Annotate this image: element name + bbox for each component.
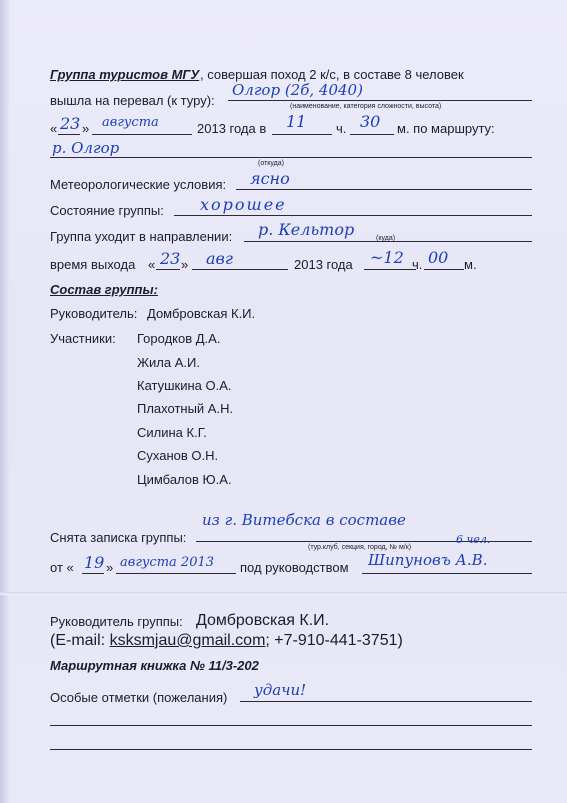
group-label: Группа туристов МГУ [50, 67, 200, 82]
arrival-month: августа [102, 115, 159, 130]
direction-value: р. Кельтор [258, 220, 355, 239]
footer-leader-label: Руководитель группы: [50, 614, 183, 629]
removal-close-quote: » [106, 560, 114, 575]
weather-label: Метеорологические условия: [50, 177, 227, 192]
member-item: Силина К.Г. [137, 425, 207, 440]
weather-line [236, 189, 532, 190]
removal-lead-label: под руководством [240, 560, 349, 575]
departure-minute: 00 [428, 248, 449, 267]
arrival-year-label: 2013 года в [197, 121, 267, 136]
phone-number: ; +7-910-441-3751) [265, 632, 403, 649]
arrival-month-line [92, 134, 192, 135]
pass-caption: (наименование, категория сложности, высота) [290, 103, 442, 110]
email-prefix: (E-mail: [50, 632, 110, 649]
member-item: Суханов О.Н. [137, 448, 219, 463]
state-value: хорошее [200, 195, 287, 214]
removal-lead-line [362, 573, 532, 574]
removal-month: августа 2013 [120, 555, 215, 570]
departure-hour-line [364, 269, 416, 270]
direction-caption: (куда) [376, 235, 396, 242]
departure-year-label: 2013 года [294, 257, 353, 272]
direction-label: Группа уходит в направлении: [50, 229, 233, 244]
state-label: Состояние группы: [50, 203, 164, 218]
departure-label: время выхода [50, 257, 136, 272]
departure-hour-label: ч. [412, 257, 423, 272]
notes-value: удачи! [254, 681, 307, 699]
pass-value: Олгор (2б, 4040) [232, 81, 363, 99]
members-label: Участники: [50, 331, 116, 346]
footer-leader-name: Домбровская К.И. [196, 612, 330, 629]
removal-from-label: от « [50, 560, 74, 575]
arrival-minute-line [350, 134, 394, 135]
removal-lead-value: Шипуновъ А.В. [368, 551, 488, 569]
member-item: Жила А.И. [137, 355, 200, 370]
arrival-hour-line [272, 134, 332, 135]
departure-minute-label: м. [464, 257, 477, 272]
member-item: Городков Д.А. [137, 331, 221, 346]
from-line [50, 157, 532, 158]
member-item: Катушкина О.А. [137, 378, 232, 393]
arrival-hour-label: ч. [336, 121, 347, 136]
removal-day: 19 [84, 553, 105, 572]
paper-edge [0, 0, 10, 803]
from-value: р. Олгор [52, 139, 120, 157]
departure-minute-line [424, 269, 464, 270]
dep-open-quote: « [148, 257, 156, 272]
footer-contacts [50, 631, 403, 650]
leader-name: Домбровская К.И. [147, 306, 256, 321]
day-close-quote: » [82, 121, 90, 136]
departure-month: авг [206, 249, 233, 268]
composition-title: Состав группы: [50, 282, 158, 297]
weather-value: ясно [250, 169, 290, 188]
departure-day: 23 [160, 249, 181, 268]
notes-line-1 [240, 701, 532, 702]
dep-close-quote: » [181, 257, 189, 272]
departure-month-line [192, 269, 288, 270]
from-caption: (откуда) [258, 160, 284, 167]
removal-day-line [82, 573, 104, 574]
removal-value: из г. Витебска в составе [202, 511, 406, 529]
leader-label: Руководитель: [50, 306, 138, 321]
removal-caption: (тур.клуб, секция, город, № м/к) [308, 544, 412, 551]
departure-hour: ~12 [370, 248, 404, 267]
removal-count: 6 чел. [456, 533, 491, 546]
notes-label: Особые отметки (пожелания) [50, 690, 228, 705]
email-link[interactable]: ksksmjau@gmail.com [109, 632, 266, 649]
arrival-day-line [58, 134, 80, 135]
pass-label: вышла на перевал (к туру): [50, 93, 215, 108]
member-item: Плахотный А.Н. [137, 401, 234, 416]
arrival-hour: 11 [286, 112, 307, 131]
departure-day-line [156, 269, 180, 270]
route-book-number: Маршрутная книжка № 11/3-202 [50, 658, 259, 673]
notes-line-2 [50, 725, 532, 726]
arrival-day: 23 [60, 114, 81, 133]
arrival-minute: 30 [360, 112, 381, 131]
day-open-quote: « [50, 121, 58, 136]
notes-line-3 [50, 749, 532, 750]
group-description: , совершая поход 2 к/с, в составе 8 человек [200, 67, 464, 82]
removal-label: Снята записка группы: [50, 530, 187, 545]
member-item: Цимбалов Ю.А. [137, 472, 232, 487]
pass-line [228, 100, 532, 101]
removal-month-line [116, 573, 236, 574]
arrival-minute-label: м. по маршруту: [397, 121, 495, 136]
state-line [174, 215, 532, 216]
paper-fold [0, 592, 567, 595]
